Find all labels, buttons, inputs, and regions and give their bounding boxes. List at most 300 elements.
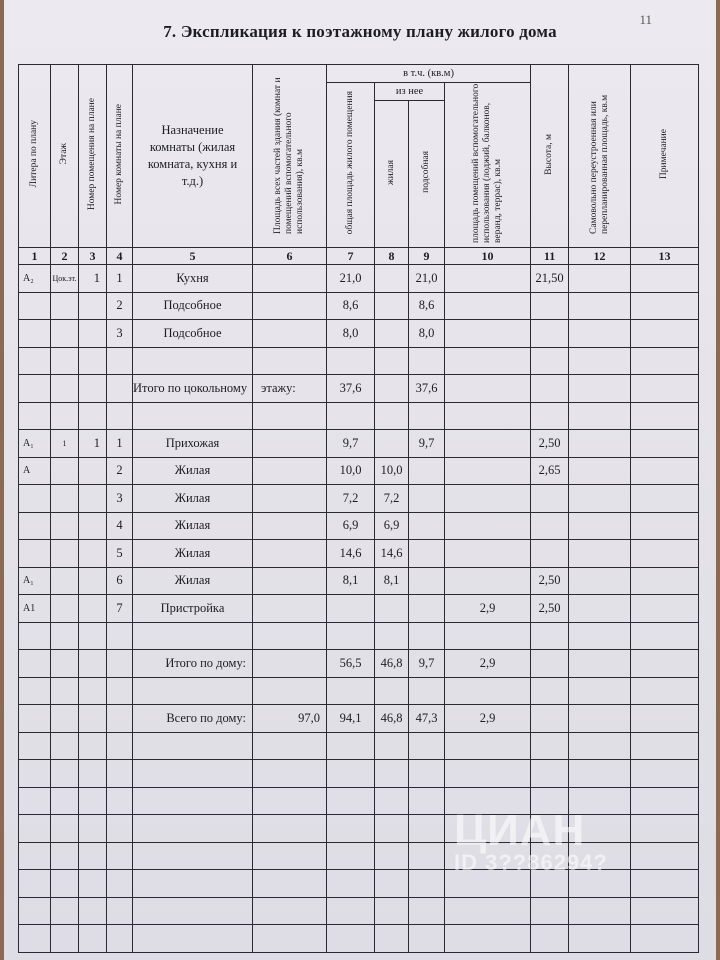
cell-obshchaya: 14,6 <box>327 540 375 568</box>
cell-purpose <box>133 842 253 870</box>
cell-podsobnaya <box>409 457 445 485</box>
cell-primechanie <box>631 650 699 678</box>
header-group-vtch: в т.ч. (кв.м) <box>327 65 531 83</box>
cell-area-all <box>253 265 327 293</box>
cell-obshchaya <box>327 595 375 623</box>
cell-podsobnaya <box>409 787 445 815</box>
cell-zhilaya <box>375 815 409 843</box>
cell-purpose <box>133 677 253 705</box>
cell-vysota <box>531 320 569 348</box>
cell-samovolno <box>569 430 631 458</box>
cell-vspom <box>445 567 531 595</box>
cell-etazh <box>51 842 79 870</box>
cell-podsobnaya: 9,7 <box>409 650 445 678</box>
cell-samovolno <box>569 567 631 595</box>
cell-primechanie <box>631 897 699 925</box>
cell-primechanie <box>631 567 699 595</box>
cell-primechanie <box>631 512 699 540</box>
cell-vspom <box>445 320 531 348</box>
cell-area-all <box>253 485 327 513</box>
table-row <box>19 925 699 953</box>
cell-primechanie <box>631 677 699 705</box>
column-number: 1 <box>19 248 51 265</box>
cell-obshchaya <box>327 842 375 870</box>
cell-obshchaya: 8,0 <box>327 320 375 348</box>
cell-obshchaya <box>327 870 375 898</box>
cell-obshchaya <box>327 787 375 815</box>
cell-obshchaya: 8,1 <box>327 567 375 595</box>
cell-vspom <box>445 925 531 953</box>
cell-primechanie <box>631 347 699 375</box>
header-purpose: Назначение комнаты (жилая комната, кухня и т.д.) <box>133 65 253 248</box>
table-row <box>19 457 699 485</box>
cell-vspom <box>445 512 531 540</box>
cell-vysota: 21,50 <box>531 265 569 293</box>
cell-purpose <box>133 732 253 760</box>
cell-podsobnaya <box>409 815 445 843</box>
watermark-id: ID 3??86294? <box>454 850 608 875</box>
cell-komnata <box>107 787 133 815</box>
cell-vspom: 2,9 <box>445 705 531 733</box>
cell-etazh <box>51 815 79 843</box>
cell-zhilaya <box>375 402 409 430</box>
cell-komnata <box>107 347 133 375</box>
table-row <box>19 292 699 320</box>
cell-litera <box>19 815 51 843</box>
cell-litera <box>19 705 51 733</box>
cell-komnata: 5 <box>107 540 133 568</box>
header-obshchaya: общая площадь жилого помещения <box>327 83 375 248</box>
cell-samovolno <box>569 705 631 733</box>
cell-vspom: 2,9 <box>445 595 531 623</box>
header-primechanie: Примечание <box>631 65 699 248</box>
cell-area-all <box>253 897 327 925</box>
cell-primechanie <box>631 292 699 320</box>
cell-podsobnaya <box>409 512 445 540</box>
cell-pomeshchenie <box>79 292 107 320</box>
column-number: 2 <box>51 248 79 265</box>
cell-zhilaya <box>375 787 409 815</box>
cell-obshchaya: 7,2 <box>327 485 375 513</box>
cell-etazh <box>51 540 79 568</box>
cell-samovolno <box>569 760 631 788</box>
cell-purpose: Пристройка <box>133 595 253 623</box>
cell-pomeshchenie <box>79 925 107 953</box>
cell-litera <box>19 650 51 678</box>
cell-vspom <box>445 430 531 458</box>
cell-vspom <box>445 457 531 485</box>
cell-area-all <box>253 292 327 320</box>
cell-zhilaya <box>375 842 409 870</box>
cell-vspom <box>445 347 531 375</box>
cell-podsobnaya <box>409 567 445 595</box>
cell-komnata: 7 <box>107 595 133 623</box>
cell-zhilaya <box>375 347 409 375</box>
cell-etazh <box>51 870 79 898</box>
cell-zhilaya <box>375 677 409 705</box>
cell-komnata <box>107 375 133 403</box>
cell-litera <box>19 375 51 403</box>
cell-primechanie <box>631 457 699 485</box>
cell-vysota <box>531 347 569 375</box>
cell-litera <box>19 732 51 760</box>
cell-primechanie <box>631 842 699 870</box>
cell-area-all <box>253 595 327 623</box>
cell-obshchaya: 10,0 <box>327 457 375 485</box>
cell-vspom <box>445 622 531 650</box>
cell-komnata: 2 <box>107 457 133 485</box>
cell-litera <box>19 787 51 815</box>
cell-litera <box>19 622 51 650</box>
cell-litera: А₁ <box>19 430 51 458</box>
column-number: 7 <box>327 248 375 265</box>
cell-obshchaya <box>327 897 375 925</box>
summary-row <box>19 650 699 678</box>
cell-podsobnaya <box>409 677 445 705</box>
cell-etazh <box>51 512 79 540</box>
cell-podsobnaya <box>409 842 445 870</box>
cell-purpose: Прихожая <box>133 430 253 458</box>
cell-pomeshchenie <box>79 760 107 788</box>
cell-area-all: этажу: <box>253 375 327 403</box>
cell-primechanie <box>631 265 699 293</box>
cell-etazh <box>51 760 79 788</box>
cell-area-all <box>253 815 327 843</box>
cell-vysota <box>531 512 569 540</box>
cell-area-all <box>253 787 327 815</box>
cell-vysota <box>531 760 569 788</box>
cell-pomeshchenie <box>79 705 107 733</box>
table-row <box>19 265 699 293</box>
table-row <box>19 402 699 430</box>
cell-pomeshchenie <box>79 677 107 705</box>
cell-etazh <box>51 485 79 513</box>
cell-pomeshchenie <box>79 732 107 760</box>
cell-purpose <box>133 925 253 953</box>
cell-purpose: Подсобное <box>133 292 253 320</box>
cell-purpose <box>133 787 253 815</box>
cell-etazh <box>51 897 79 925</box>
cell-vysota: 2,50 <box>531 595 569 623</box>
cell-area-all <box>253 677 327 705</box>
column-number: 5 <box>133 248 253 265</box>
table-row <box>19 760 699 788</box>
cell-pomeshchenie <box>79 402 107 430</box>
header-group-iz-nee: из нее <box>375 83 445 101</box>
cell-area-all <box>253 347 327 375</box>
table-row <box>19 595 699 623</box>
cell-etazh <box>51 677 79 705</box>
cell-komnata <box>107 677 133 705</box>
cell-litera: А₂ <box>19 265 51 293</box>
cell-primechanie <box>631 705 699 733</box>
cell-purpose <box>133 897 253 925</box>
summary-row <box>19 705 699 733</box>
cell-komnata <box>107 897 133 925</box>
cell-vysota <box>531 622 569 650</box>
cell-samovolno <box>569 650 631 678</box>
cell-obshchaya: 56,5 <box>327 650 375 678</box>
cell-komnata <box>107 705 133 733</box>
column-number: 6 <box>253 248 327 265</box>
cell-area-all <box>253 457 327 485</box>
cell-samovolno <box>569 320 631 348</box>
cell-etazh <box>51 705 79 733</box>
cell-area-all <box>253 320 327 348</box>
cell-zhilaya: 8,1 <box>375 567 409 595</box>
cell-pomeshchenie <box>79 567 107 595</box>
cell-komnata: 3 <box>107 485 133 513</box>
column-number: 11 <box>531 248 569 265</box>
cell-vysota <box>531 402 569 430</box>
cell-area-all: 97,0 <box>253 705 327 733</box>
cell-litera <box>19 925 51 953</box>
header-vspom: площадь помещений вспомогательного использования (лоджий, балконов, веранд, террас), кв.м <box>445 83 531 248</box>
cell-podsobnaya <box>409 925 445 953</box>
cell-pomeshchenie: 1 <box>79 265 107 293</box>
cell-primechanie <box>631 622 699 650</box>
cell-primechanie <box>631 595 699 623</box>
cell-samovolno <box>569 897 631 925</box>
cell-komnata <box>107 732 133 760</box>
cell-vysota: 2,50 <box>531 567 569 595</box>
column-number: 10 <box>445 248 531 265</box>
cell-podsobnaya: 47,3 <box>409 705 445 733</box>
cell-area-all <box>253 512 327 540</box>
column-number: 3 <box>79 248 107 265</box>
cell-zhilaya <box>375 292 409 320</box>
cell-zhilaya: 14,6 <box>375 540 409 568</box>
cell-samovolno <box>569 457 631 485</box>
cell-zhilaya <box>375 265 409 293</box>
cell-litera <box>19 842 51 870</box>
cell-litera <box>19 320 51 348</box>
cell-obshchaya <box>327 732 375 760</box>
cell-primechanie <box>631 870 699 898</box>
cell-vspom <box>445 375 531 403</box>
cell-litera: А₁ <box>19 567 51 595</box>
cell-area-all <box>253 732 327 760</box>
header-etazh: Этаж <box>51 65 79 248</box>
column-number: 13 <box>631 248 699 265</box>
cell-zhilaya <box>375 622 409 650</box>
cell-purpose: Жилая <box>133 485 253 513</box>
cell-vysota <box>531 292 569 320</box>
cell-komnata: 3 <box>107 320 133 348</box>
cell-samovolno <box>569 402 631 430</box>
cell-samovolno <box>569 292 631 320</box>
cell-komnata <box>107 402 133 430</box>
cell-primechanie <box>631 760 699 788</box>
cell-etazh <box>51 567 79 595</box>
cell-litera <box>19 897 51 925</box>
cell-podsobnaya: 8,0 <box>409 320 445 348</box>
cell-podsobnaya <box>409 897 445 925</box>
cell-zhilaya: 46,8 <box>375 650 409 678</box>
cell-summary-label: Итого по дому: <box>133 650 253 678</box>
cell-vysota <box>531 677 569 705</box>
cell-etazh <box>51 292 79 320</box>
cell-pomeshchenie <box>79 512 107 540</box>
cell-komnata: 6 <box>107 567 133 595</box>
cell-komnata: 2 <box>107 292 133 320</box>
cell-etazh: Цок.эт. <box>51 265 79 293</box>
cell-vysota: 2,50 <box>531 430 569 458</box>
cell-podsobnaya: 9,7 <box>409 430 445 458</box>
cell-purpose: Подсобное <box>133 320 253 348</box>
cell-primechanie <box>631 732 699 760</box>
cell-samovolno <box>569 677 631 705</box>
cell-vysota <box>531 485 569 513</box>
table-row <box>19 732 699 760</box>
cell-obshchaya <box>327 622 375 650</box>
cell-zhilaya <box>375 870 409 898</box>
cell-purpose <box>133 402 253 430</box>
header-pomeshchenie: Номер помещения на плане <box>79 65 107 248</box>
cell-vspom <box>445 677 531 705</box>
cell-podsobnaya: 37,6 <box>409 375 445 403</box>
cell-obshchaya: 8,6 <box>327 292 375 320</box>
cell-litera <box>19 760 51 788</box>
cell-etazh: 1 <box>51 430 79 458</box>
cell-litera <box>19 292 51 320</box>
cell-area-all <box>253 402 327 430</box>
cell-podsobnaya <box>409 402 445 430</box>
cell-vspom <box>445 897 531 925</box>
cell-primechanie <box>631 375 699 403</box>
cell-podsobnaya <box>409 347 445 375</box>
cell-komnata: 1 <box>107 265 133 293</box>
cell-area-all <box>253 540 327 568</box>
cell-area-all <box>253 650 327 678</box>
header-vysota: Высота, м <box>531 65 569 248</box>
cell-samovolno <box>569 512 631 540</box>
header-litera: Литера по плану <box>19 65 51 248</box>
cell-vspom <box>445 732 531 760</box>
header-komnata: Номер комнаты на плане <box>107 65 133 248</box>
table-row <box>19 320 699 348</box>
cell-primechanie <box>631 540 699 568</box>
table-row <box>19 622 699 650</box>
header-samovolno: Самовольно переустроенная или перепланированная площадь, кв.м <box>569 65 631 248</box>
cell-samovolno <box>569 732 631 760</box>
cell-pomeshchenie <box>79 457 107 485</box>
column-number: 9 <box>409 248 445 265</box>
table-row <box>19 485 699 513</box>
cell-purpose <box>133 760 253 788</box>
cell-komnata <box>107 925 133 953</box>
cell-pomeshchenie <box>79 897 107 925</box>
cell-samovolno <box>569 622 631 650</box>
header-podsobnaya: подсобная <box>409 101 445 248</box>
header-zhilaya: жилая <box>375 101 409 248</box>
cell-purpose: Жилая <box>133 567 253 595</box>
cell-samovolno <box>569 485 631 513</box>
column-number-row <box>19 248 699 265</box>
cell-litera <box>19 677 51 705</box>
cell-komnata <box>107 622 133 650</box>
cell-samovolno <box>569 265 631 293</box>
cell-purpose: Жилая <box>133 540 253 568</box>
cell-vspom <box>445 402 531 430</box>
cell-podsobnaya <box>409 540 445 568</box>
cell-zhilaya <box>375 375 409 403</box>
cell-komnata <box>107 815 133 843</box>
cell-area-all <box>253 622 327 650</box>
cell-etazh <box>51 375 79 403</box>
cell-podsobnaya <box>409 595 445 623</box>
cell-pomeshchenie <box>79 375 107 403</box>
cell-etazh <box>51 787 79 815</box>
cell-purpose <box>133 870 253 898</box>
cell-area-all <box>253 925 327 953</box>
cell-samovolno <box>569 540 631 568</box>
cell-zhilaya <box>375 595 409 623</box>
cell-komnata <box>107 650 133 678</box>
cell-vspom <box>445 760 531 788</box>
cell-summary-label: Итого по цокольному <box>133 375 253 403</box>
cell-zhilaya: 46,8 <box>375 705 409 733</box>
cell-komnata <box>107 760 133 788</box>
cell-komnata <box>107 842 133 870</box>
cell-vspom <box>445 292 531 320</box>
column-number: 8 <box>375 248 409 265</box>
cell-obshchaya: 37,6 <box>327 375 375 403</box>
cell-komnata: 1 <box>107 430 133 458</box>
cell-obshchaya <box>327 815 375 843</box>
cell-etazh <box>51 622 79 650</box>
cell-pomeshchenie <box>79 347 107 375</box>
cell-obshchaya: 94,1 <box>327 705 375 733</box>
table-row <box>19 677 699 705</box>
cell-podsobnaya: 8,6 <box>409 292 445 320</box>
cell-etazh <box>51 732 79 760</box>
cell-primechanie <box>631 815 699 843</box>
cell-vspom <box>445 485 531 513</box>
cell-podsobnaya <box>409 732 445 760</box>
table-row <box>19 540 699 568</box>
cell-litera <box>19 540 51 568</box>
cell-purpose: Жилая <box>133 457 253 485</box>
cell-primechanie <box>631 485 699 513</box>
cell-primechanie <box>631 430 699 458</box>
table-row <box>19 347 699 375</box>
cell-samovolno <box>569 347 631 375</box>
table-row <box>19 897 699 925</box>
cell-pomeshchenie <box>79 485 107 513</box>
cell-zhilaya: 10,0 <box>375 457 409 485</box>
document-page <box>4 0 716 960</box>
cell-etazh <box>51 650 79 678</box>
cell-purpose: Жилая <box>133 512 253 540</box>
cell-primechanie <box>631 320 699 348</box>
cell-vysota <box>531 897 569 925</box>
cell-zhilaya <box>375 760 409 788</box>
cell-vysota: 2,65 <box>531 457 569 485</box>
cell-vysota <box>531 732 569 760</box>
cell-zhilaya <box>375 320 409 348</box>
cell-obshchaya <box>327 925 375 953</box>
cell-podsobnaya <box>409 760 445 788</box>
document-title: 7. Экспликация к поэтажному плану жилого дома <box>163 22 557 41</box>
cell-area-all <box>253 430 327 458</box>
cell-area-all <box>253 760 327 788</box>
cell-area-all <box>253 567 327 595</box>
watermark <box>454 806 608 876</box>
cell-summary-label: Всего по дому: <box>133 705 253 733</box>
cell-samovolno <box>569 595 631 623</box>
cell-purpose <box>133 347 253 375</box>
